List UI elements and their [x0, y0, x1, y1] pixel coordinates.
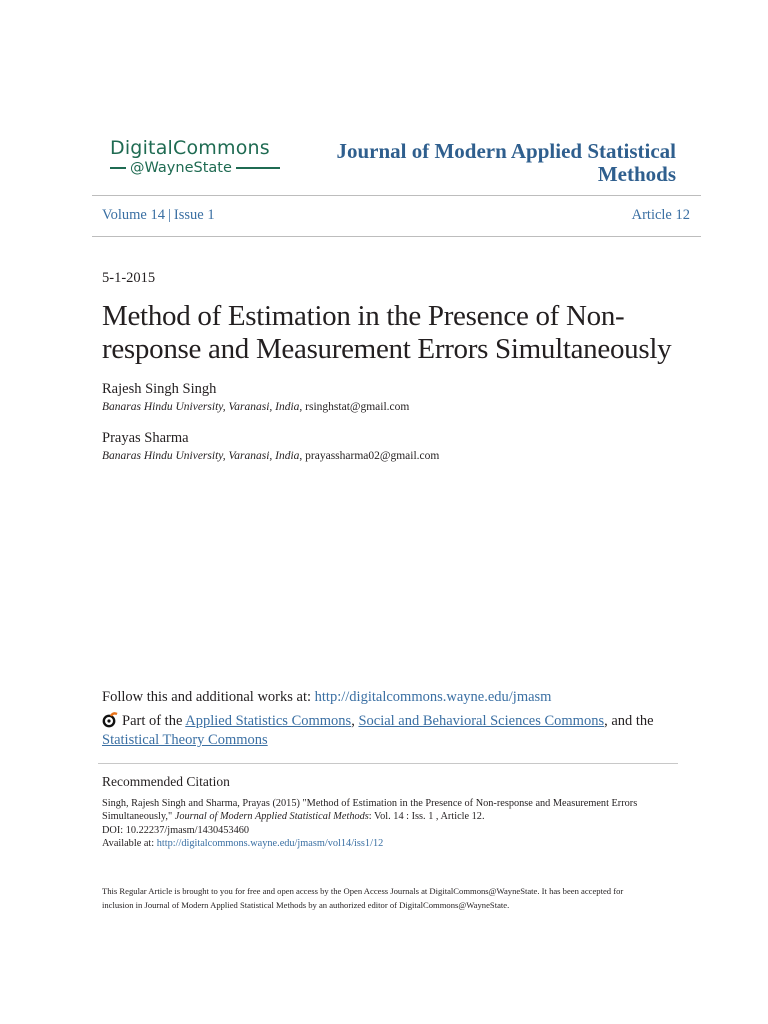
- author-affiliation: Banaras Hindu University, Varanasi, India: [102, 450, 300, 462]
- logo-text-bottom-row: [110, 160, 280, 176]
- citation-line2-end: : Vol. 14 : Iss. 1 , Article 12.: [368, 811, 485, 823]
- recommended-citation-body: [102, 797, 692, 850]
- footer-line2: inclusion in Journal of Modern Applied Statistical Methods by an authorized editor of DigitalCommons@WayneState.: [102, 900, 510, 910]
- author-block-1: [102, 381, 409, 413]
- author-name[interactable]: Prayas Sharma: [102, 430, 189, 446]
- applied-statistics-link[interactable]: Applied Statistics Commons: [185, 713, 352, 729]
- footer-line1: This Regular Article is brought to you for free and open access by the Open Access Journals at DigitalCommons@WayneState. It has been accepted for: [102, 886, 624, 896]
- publication-date: 5-1-2015: [102, 270, 156, 286]
- article-title-line2: response and Measurement Errors Simultaneously: [102, 333, 672, 365]
- author-name[interactable]: Rajesh Singh Singh: [102, 381, 217, 397]
- part-of-line: [102, 712, 692, 750]
- citation-doi: DOI: 10.22237/jmasm/1430453460: [102, 824, 250, 836]
- issue-separator: |: [167, 207, 171, 223]
- follow-line: [102, 689, 551, 706]
- citation-line2-start: Simultaneously,": [102, 811, 173, 823]
- social-behavioral-link[interactable]: Social and Behavioral Sciences Commons: [358, 713, 605, 729]
- logo-rule-left: [110, 167, 126, 169]
- journal-title[interactable]: [316, 140, 676, 186]
- citation-line1: Singh, Rajesh Singh and Sharma, Prayas (2015) "Method of Estimation in the Presence of Non-response and Measurement Errors: [102, 798, 638, 809]
- author-email[interactable]: rsinghstat@gmail.com: [305, 401, 410, 413]
- article-title[interactable]: [102, 300, 682, 366]
- and-the-text: , and the: [604, 713, 654, 729]
- recommended-citation-heading: Recommended Citation: [102, 774, 230, 789]
- article-title-line1: Method of Estimation in the Presence of Non-: [102, 300, 625, 332]
- logo-text-top: DigitalCommons: [110, 137, 270, 159]
- logo-text-bottom: @WayneState: [130, 160, 232, 176]
- footer-notice: [102, 884, 692, 912]
- comma-separator: ,: [351, 713, 355, 729]
- author-affiliation-line: Banaras Hindu University, Varanasi, India, prayassharma02@gmail.com: [102, 450, 440, 462]
- logo-rule-right: [236, 167, 280, 169]
- statistical-theory-link[interactable]: Statistical Theory Commons: [102, 732, 268, 748]
- author-affiliation: Banaras Hindu University, Varanasi, India: [102, 401, 300, 413]
- article-link[interactable]: Article 12: [631, 207, 690, 223]
- open-access-icon: [102, 712, 120, 728]
- digital-commons-logo: [110, 137, 280, 176]
- follow-url-link[interactable]: http://digitalcommons.wayne.edu/jmasm: [314, 689, 552, 705]
- available-url-link[interactable]: http://digitalcommons.wayne.edu/jmasm/vol14/iss1/12: [156, 837, 384, 849]
- author-email[interactable]: prayassharma02@gmail.com: [305, 450, 440, 462]
- volume-link[interactable]: Volume 14: [102, 207, 165, 223]
- author-affiliation-line: Banaras Hindu University, Varanasi, India, rsinghstat@gmail.com: [102, 401, 410, 413]
- issue-link[interactable]: Issue 1: [173, 207, 215, 223]
- available-label: Available at:: [102, 837, 155, 849]
- citation-journal: Journal of Modern Applied Statistical Methods: [174, 811, 369, 823]
- citation-available: [102, 837, 692, 850]
- journal-title-line2: Methods: [597, 162, 676, 186]
- header-divider: [92, 195, 701, 196]
- citation-line2: [102, 810, 692, 823]
- part-of-prefix: Part of the: [122, 713, 183, 729]
- issue-divider: [92, 236, 701, 237]
- citation-divider: [98, 763, 678, 764]
- journal-title-line1: Journal of Modern Applied Statistical: [336, 139, 676, 163]
- author-block-2: [102, 430, 439, 462]
- follow-text: Follow this and additional works at:: [102, 689, 312, 705]
- issue-bar: [102, 207, 690, 224]
